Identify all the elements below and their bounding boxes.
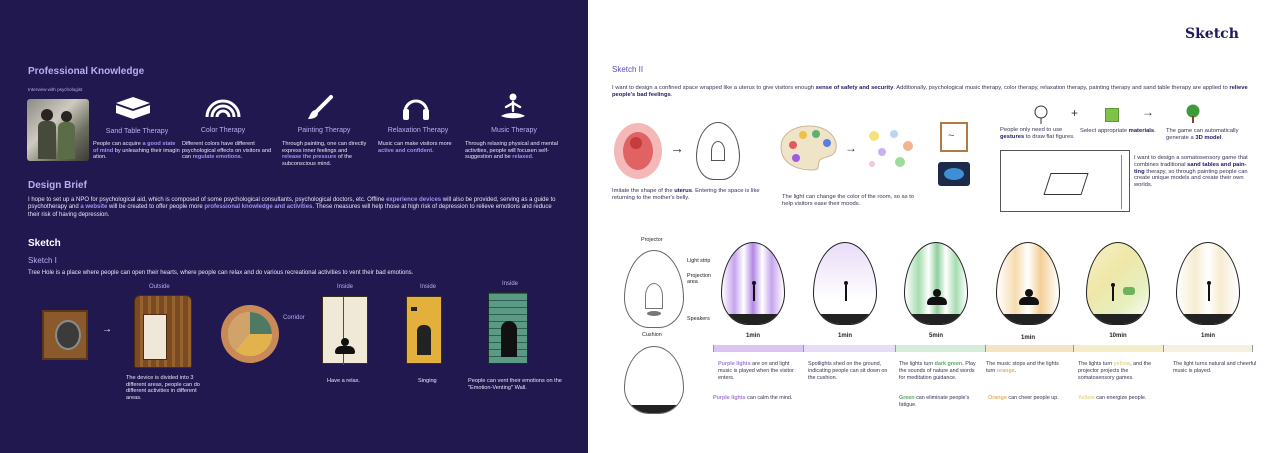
therapy-title-relaxation: Relaxation Therapy [387,127,449,134]
timeline-segment-3 [895,345,985,352]
arrow-icon: → [670,140,684,156]
caption-singing: Singing [418,378,437,384]
stage-duration-2: 1min [837,333,852,339]
plus-icon: + [1071,106,1079,120]
sketch-i-intro: Tree Hole is a place where people can open their hearts, where people can relax and do various recreational activities to vent their bad emotions. [28,270,414,276]
timeline-segment-6 [1163,345,1253,352]
game-description: I want to design a somatosensory game that combines traditional sand tables and pain-ting therapy, so through painting people can create unique models and create their own worlds. [1134,155,1248,189]
therapy-title-music: Music Therapy [491,127,537,134]
therapy-desc-relaxation: Music can make visitors more active and confident. [378,141,452,154]
layout-circle-diagram [219,303,281,365]
stage-duration-5: 10min [1109,333,1127,339]
sketch-ii-intro: I want to design a confined space wrapped like a uterus to give visitors enough sense of safety and security. Additionally, psychological music therapy, color therapy, relaxation therapy, painting therapy and sand table therapy are applied to relieve people's bad feelings. [612,85,1248,98]
stage-pod-orange [996,242,1060,325]
stage-desc-1: Purple lights are on and light music is played when the visitor enters. [718,361,794,381]
stage-duration-3: 5min [928,333,943,339]
stage-desc-3: The lights turn dark green. Play the sounds of nature and words for meditation guidance. [899,361,976,381]
therapy-title-sand-table: Sand Table Therapy [105,128,169,135]
relax-room-illustration [322,296,368,364]
flow-step-gestures: People only need to use gestures to draw flat figures. [1000,127,1075,140]
inside-label-venting: Inside [502,281,519,287]
fetus-icon [612,121,664,181]
outside-label: Outside [149,284,170,290]
venting-wall-illustration [488,292,528,364]
arrow-icon: → [845,141,857,155]
speakers-label: Speakers [687,316,710,322]
sketch-heading: Sketch [28,238,61,249]
easel-icon: ~ [940,122,968,152]
stage-pod-yellow [1086,242,1150,325]
rainbow-icon [204,97,242,119]
corridor-label: Corridor [283,315,305,321]
stage-desc-4: The music stops and the lights turn orange. [986,361,1059,374]
arrow-icon: → [1142,105,1154,119]
therapy-desc-painting: Through painting, one can directly express inner feelings and release the pressure of the subconscious mind. [282,141,367,167]
design-brief-heading: Design Brief [28,180,87,191]
projector-label: Projector [641,237,663,243]
interview-caption: Interview with psychologist [28,87,83,92]
caption-venting: People can vent their emotions on the "Emotion-Venting" Wall. [468,378,562,391]
stage-desc-2: Spotlights shed on the ground, indicating people can sit down on the cushion. [808,361,888,381]
therapy-title-painting: Painting Therapy [297,127,351,134]
uterus-caption: Imitate the shape of the uterus. Entering the space is like returning to the mother's belly. [612,188,760,201]
right-panel [588,0,1280,453]
therapy-desc-sand-table: People can acquire a good state of mind by unleashing their imagin ation. [93,141,180,161]
stage-pod-natural [1176,242,1240,325]
stage-pod-green [904,242,968,325]
timeline-segment-5 [1073,345,1163,352]
timeline-segment-4 [985,345,1073,352]
caption-device-areas: The device is divided into 3 different areas, people can do different activities in different areas. [126,375,200,401]
meditation-icon [497,92,529,122]
game-screen-sketch [1000,150,1130,212]
sketch-ii-heading: Sketch II [612,65,644,74]
stage-desc-6: The light turns natural and cheerful music is played. [1173,361,1257,374]
tree-hole-door [42,310,88,360]
flow-step-materials: Select appropriate materials. [1080,128,1156,134]
stage-desc-5: The lights turn yellow, and the projector projects the somatosensory games. [1078,361,1152,381]
paint-palette-icon [778,122,840,172]
pod-outline-sketch [624,346,684,414]
stage-duration-1: 1min [745,333,760,339]
interview-photo [27,99,89,161]
cushion-label: Cushion [642,332,662,338]
brush-icon [305,94,335,122]
light-strip-label: Light strip [687,258,711,264]
tree-trunk-illustration [134,295,192,368]
tree-3d-icon [1184,104,1202,124]
singing-room-illustration [406,296,442,364]
therapy-desc-color: Different colors have different psychological effects on visitors and can regulate emotions. [182,141,272,161]
stage-pod-purple [721,242,785,325]
stage-note-purple: Purple lights can calm the mind. [713,395,793,401]
left-panel [0,0,588,453]
professional-knowledge-heading: Professional Knowledge [28,66,145,77]
arrow-icon: → [102,324,112,335]
stage-note-orange: Orange can cheer people up. [988,395,1059,401]
light-bubbles-icon [864,128,914,170]
stage-pod-spotlight [813,242,877,325]
therapy-desc-music: Through relaxing physical and mental activities, people will focusen self-suggestion and be relaxed. [465,141,558,161]
tree-outline-icon [1032,105,1050,125]
pod-shell-sketch [696,122,740,180]
flow-step-3d-model: The game can automatically generate a 3D model. [1166,128,1239,141]
caption-relax: Have a relax. [327,378,360,384]
timeline-segment-2 [803,345,895,352]
inside-label-singing: Inside [420,284,437,290]
grass-texture-icon [1105,108,1119,122]
pod-structure-diagram [624,250,684,328]
stage-note-yellow: Yellow can energize people. [1078,395,1147,401]
design-brief-text: I hope to set up a NPO for psychological aid, which is composed of some psychological consultants, psychological doctors, etc. Offline experience devices will also be provided, serving as a guide to psychotherapy and a website will be created to offer people more professional knowledge and activities. These measures will help those at high risk of depression to relieve emotions and reduce their risk of having depression. [28,197,556,218]
headphones-icon [400,93,432,121]
sketch-title: Sketch [1185,26,1239,42]
stage-note-green: Green can eliminate people's fatigue. [899,395,970,408]
inside-label-relax: Inside [337,284,354,290]
sand-table-icon [112,96,154,120]
sketch-i-heading: Sketch I [28,256,57,265]
timeline-segment-1 [713,345,803,352]
therapy-title-color: Color Therapy [200,127,246,134]
stage-duration-6: 1min [1200,333,1215,339]
stage-duration-4: 1min [1020,335,1035,341]
sand-tray-icon [938,162,970,186]
projection-area-label: Projection area [687,273,711,285]
light-caption: The light can change the color of the room, so as to help visitors ease their moods. [782,194,915,207]
